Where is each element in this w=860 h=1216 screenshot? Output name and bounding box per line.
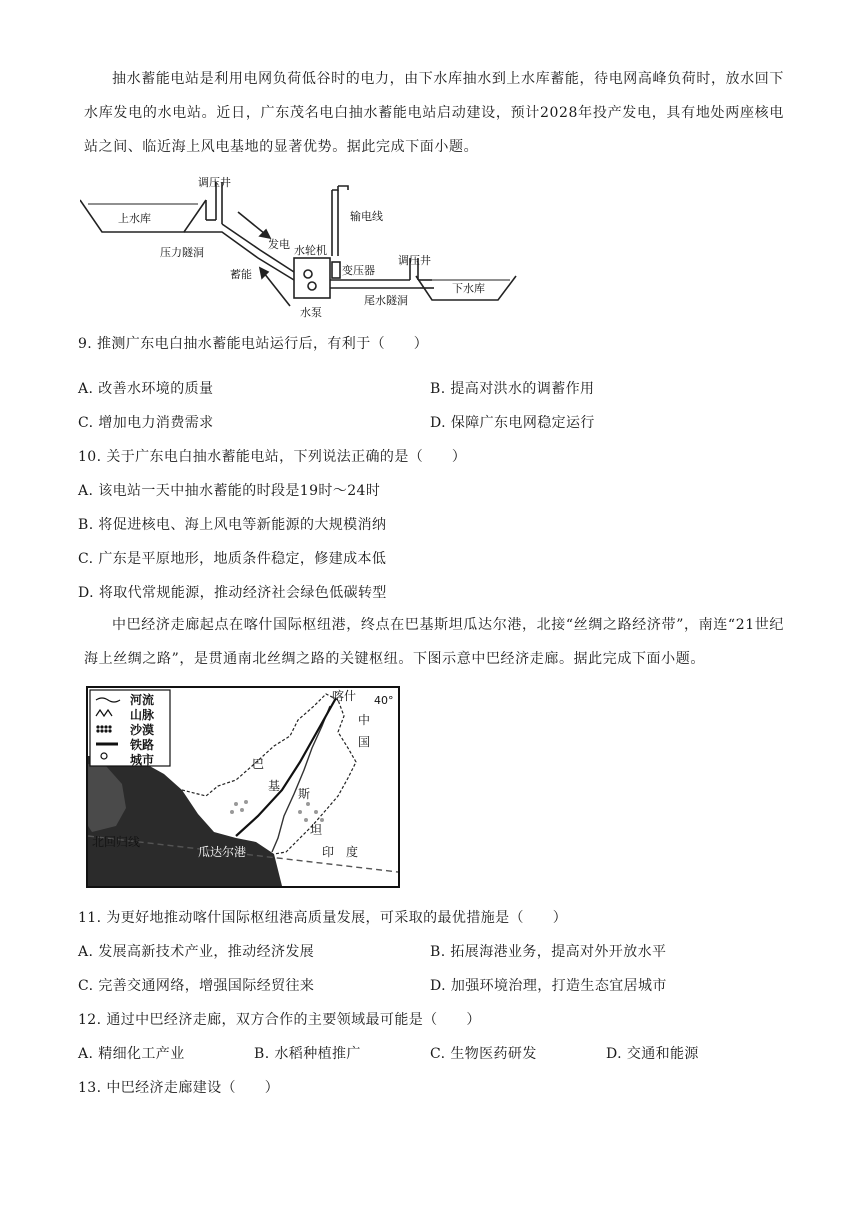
intro-paragraph-1: 抽水蓄能电站是利用电网负荷低谷时的电力，由下水库抽水到上水库蓄能，待电网高峰负荷时，放水回下水库发电的水电站。近日，广东茂名电白抽水蓄能电站启动建设，预计2028年投产发电，具有地处两座核电站之间、临近海上风电基地的显著优势。据此完成下面小题。 bbox=[84, 71, 784, 155]
q11-option-d: D. 加强环境治理，打造生态宜居城市 bbox=[430, 978, 667, 994]
cpec-map bbox=[86, 686, 400, 888]
map-india: 印 度 bbox=[322, 845, 359, 859]
map-pakistan-4: 坦 bbox=[310, 823, 323, 837]
q9-option-a: A. 改善水环境的质量 bbox=[78, 381, 214, 397]
label-generate: 发电 bbox=[268, 238, 290, 251]
q12-option-d: D. 交通和能源 bbox=[606, 1046, 699, 1062]
question-10: 10. 关于广东电白抽水蓄能电站，下列说法正确的是（ ） bbox=[78, 449, 467, 465]
label-pressure-tunnel: 压力隧洞 bbox=[160, 246, 204, 259]
q12-option-a: A. 精细化工产业 bbox=[78, 1046, 185, 1062]
map-gwadar: 瓜达尔港 bbox=[198, 845, 247, 859]
label-surge-well-2: 调压井 bbox=[398, 254, 431, 267]
question-11: 11. 为更好地推动喀什国际枢纽港高质量发展，可采取的最优措施是（ ） bbox=[78, 910, 568, 926]
label-tailrace-tunnel: 尾水隧洞 bbox=[364, 294, 408, 307]
label-store: 蓄能 bbox=[230, 268, 252, 281]
map-china-2: 国 bbox=[358, 735, 371, 749]
map-tropic: 北回归线 bbox=[92, 835, 141, 849]
legend-railway: 铁路 bbox=[130, 738, 155, 752]
q9-option-d: D. 保障广东电网稳定运行 bbox=[430, 415, 595, 431]
label-transformer: 变压器 bbox=[342, 264, 375, 277]
label-turbine: 水轮机 bbox=[294, 244, 327, 257]
question-13: 13. 中巴经济走廊建设（ ） bbox=[78, 1080, 280, 1096]
q10-option-d: D. 将取代常规能源，推动经济社会绿色低碳转型 bbox=[78, 585, 387, 601]
label-pump: 水泵 bbox=[300, 306, 322, 319]
map-pakistan-2: 基 bbox=[268, 779, 281, 793]
q10-option-a: A. 该电站一天中抽水蓄能的时段是19时～24时 bbox=[78, 483, 381, 499]
q9-option-c: C. 增加电力消费需求 bbox=[78, 415, 214, 431]
q12-option-c: C. 生物医药研发 bbox=[430, 1046, 537, 1062]
legend-city: 城市 bbox=[130, 753, 155, 767]
q11-option-c: C. 完善交通网络，增强国际经贸往来 bbox=[78, 978, 315, 994]
map-pakistan-3: 斯 bbox=[298, 787, 311, 801]
legend-mountain: 山脉 bbox=[130, 708, 155, 722]
q10-option-c: C. 广东是平原地形，地质条件稳定，修建成本低 bbox=[78, 551, 387, 567]
label-surge-well-1: 调压井 bbox=[198, 176, 231, 189]
label-lower-reservoir: 下水库 bbox=[452, 282, 485, 295]
label-upper-reservoir: 上水库 bbox=[118, 212, 151, 225]
legend-desert: 沙漠 bbox=[130, 723, 155, 737]
map-latitude: 40° bbox=[374, 694, 394, 707]
label-power-line: 输电线 bbox=[350, 210, 383, 223]
q11-option-b: B. 拓展海港业务，提高对外开放水平 bbox=[430, 944, 667, 960]
intro-paragraph-2: 中巴经济走廊起点在喀什国际枢纽港，终点在巴基斯坦瓜达尔港，北接“丝绸之路经济带”，南连“21世纪海上丝绸之路”，是贯通南北丝绸之路的关键枢纽。下图示意中巴经济走廊。据此完成下面小题。 bbox=[84, 617, 784, 667]
map-china-1: 中 bbox=[358, 713, 371, 727]
pumped-storage-diagram bbox=[80, 176, 530, 321]
legend-river: 河流 bbox=[130, 693, 155, 707]
question-9: 9. 推测广东电白抽水蓄能电站运行后，有利于（ ） bbox=[78, 336, 429, 352]
q9-option-b: B. 提高对洪水的调蓄作用 bbox=[430, 381, 595, 397]
map-pakistan-1: 巴 bbox=[252, 757, 265, 771]
q10-option-b: B. 将促进核电、海上风电等新能源的大规模消纳 bbox=[78, 517, 387, 533]
q12-option-b: B. 水稻种植推广 bbox=[254, 1046, 361, 1062]
question-12: 12. 通过中巴经济走廊，双方合作的主要领域最可能是（ ） bbox=[78, 1012, 481, 1028]
map-kashgar: 喀什 bbox=[332, 689, 357, 703]
q11-option-a: A. 发展高新技术产业，推动经济发展 bbox=[78, 944, 315, 960]
